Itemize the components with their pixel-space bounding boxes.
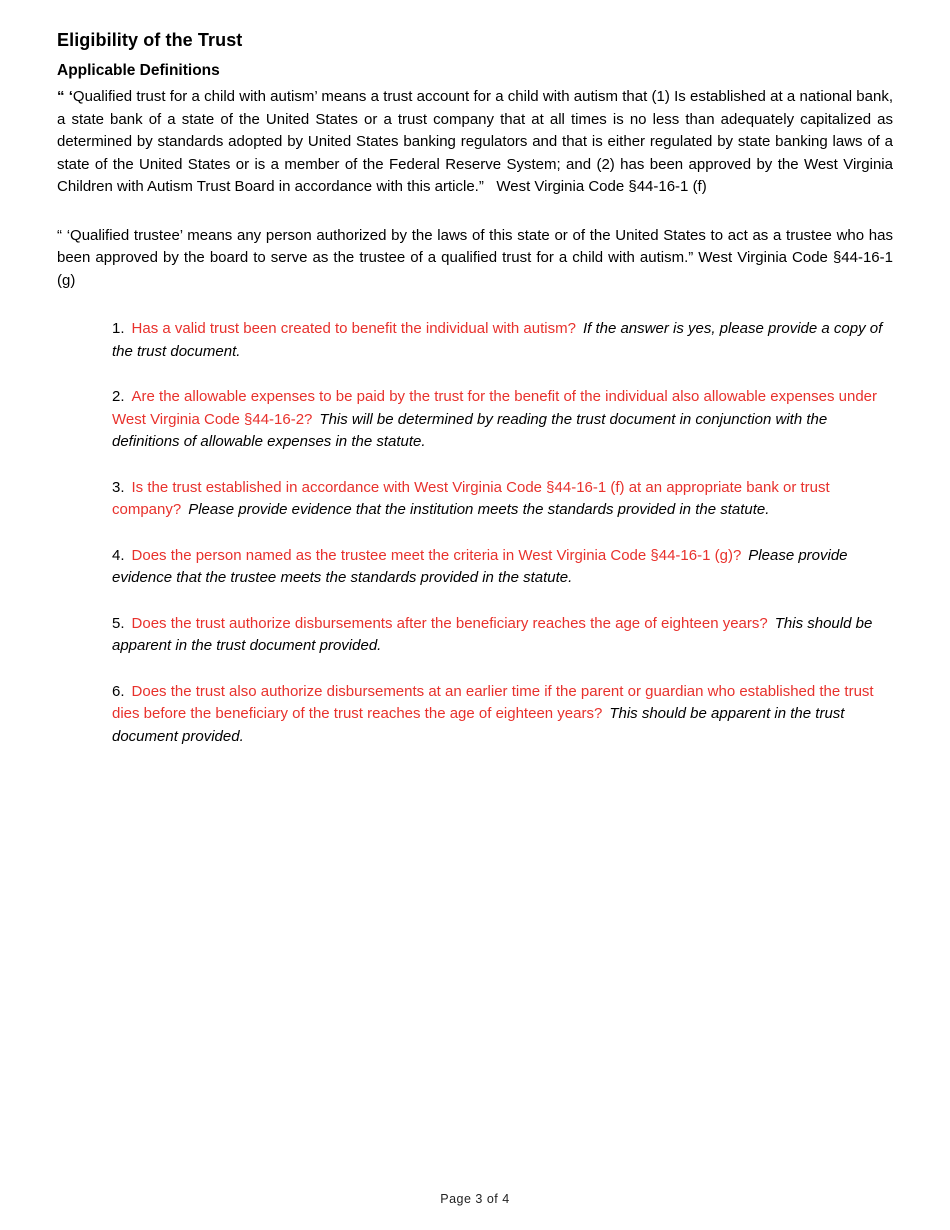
- definition-text: “ ‘Qualified trustee’ means any person authorized by the laws of this state or of the United States to act as a trustee who has been approved by the board to serve as the trustee of a qualified trust for a child with autism.” West Virginia Code §44-16-1 (g): [57, 226, 893, 289]
- item-question: Are the allowable expenses to be paid by the trust for the benefit of the individual also allowable expenses under West Virginia Code §44-16-2?: [112, 388, 877, 428]
- item-note: Please provide evidence that the trustee meets the standards provided in the statute.: [112, 546, 848, 586]
- question-item-2: [112, 386, 893, 454]
- item-question: Does the person named as the trustee meet the criteria in West Virginia Code §44-16-1 (g)?: [131, 546, 742, 564]
- item-question: Has a valid trust been created to benefit the individual with autism?: [131, 320, 576, 337]
- page-number: Page 3 of 4: [440, 1192, 510, 1206]
- question-item-3: [112, 477, 893, 522]
- question-item-5: [112, 613, 893, 658]
- item-question: Does the trust authorize disbursements after the beneficiary reaches the age of eighteen years?: [131, 614, 768, 632]
- question-item-4: [112, 545, 893, 590]
- question-item-1: [112, 318, 893, 363]
- section-heading: Applicable Definitions: [57, 62, 220, 79]
- definition-paragraph-qualified-trustee: [57, 225, 893, 293]
- item-note: This should be apparent in the trust document provided.: [112, 614, 873, 654]
- item-number: 1.: [112, 320, 125, 337]
- item-number: 5.: [112, 614, 125, 632]
- question-item-6: [112, 681, 893, 749]
- item-note: Please provide evidence that the institution meets the standards provided in the statute.: [188, 501, 770, 518]
- item-number: 6.: [112, 682, 125, 700]
- item-note: This should be apparent in the trust document provided.: [112, 705, 845, 745]
- item-number: 3.: [112, 478, 125, 496]
- definition-text: Qualified trust for a child with autism’ means a trust account for a child with autism that (1) Is established at a national bank, a state bank of a state of the United States or a trust company that at all times is no less than adequately capitalized as determined by standards adopted by United States banking regulators and that is either regulated by state banking laws of a state of the United States or is a member of the Federal Reserve System; and (2) has been approved by the West Virginia Children with Autism Trust Board in accordance with this article.” West Virginia Code §44-16-1 (f): [57, 88, 893, 195]
- quote-prefix: “ ‘: [57, 88, 73, 105]
- item-note: If the answer is yes, please provide a copy of the trust document.: [112, 320, 883, 360]
- page-title: Eligibility of the Trust: [57, 30, 243, 50]
- definition-paragraph-qualified-trust: [57, 86, 893, 199]
- item-number: 4.: [112, 546, 125, 564]
- question-list: [112, 318, 893, 748]
- item-question: Is the trust established in accordance with West Virginia Code §44-16-1 (f) at an appropriate bank or trust company?: [112, 478, 830, 518]
- item-question: Does the trust also authorize disbursements at an earlier time if the parent or guardian who established the trust dies before the beneficiary of the trust reaches the age of eighteen years?: [112, 682, 874, 722]
- item-note: This will be determined by reading the trust document in conjunction with the definitions of allowable expenses in the statute.: [112, 410, 828, 450]
- item-number: 2.: [112, 388, 125, 405]
